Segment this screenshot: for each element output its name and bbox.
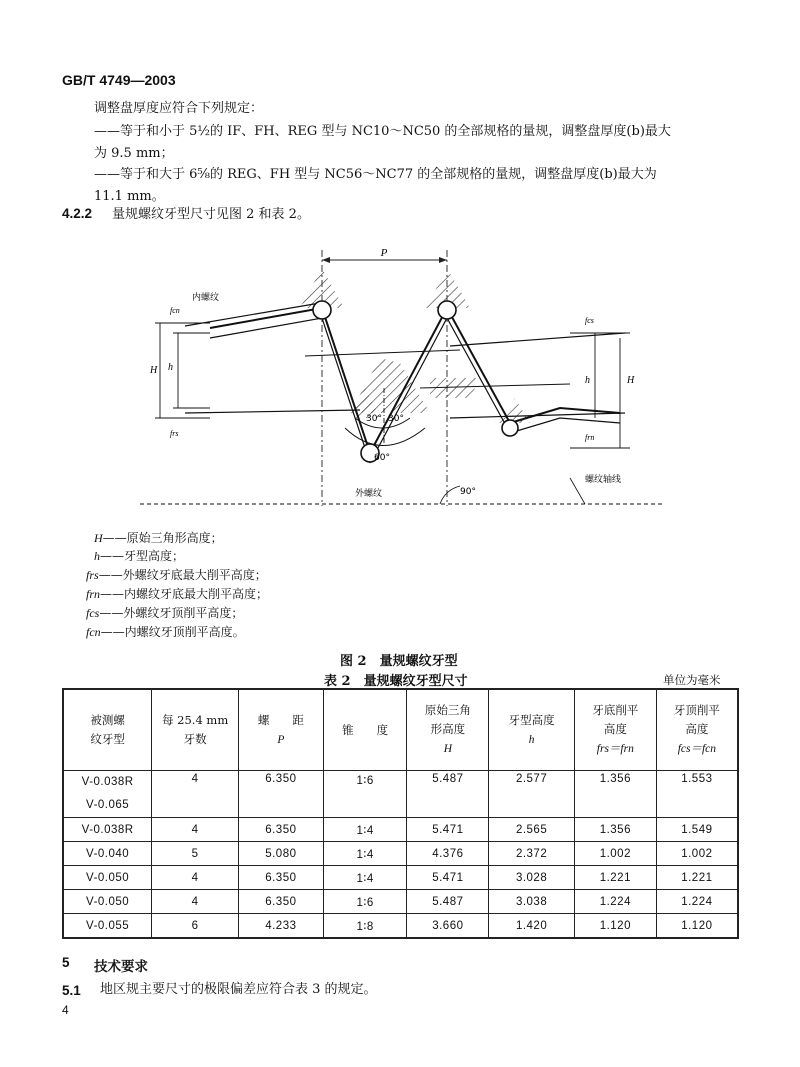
crest-round-2 bbox=[438, 301, 456, 319]
table-row bbox=[63, 818, 738, 842]
cell-fc: 1.120 bbox=[656, 914, 738, 939]
col-header-thread-type: 被测螺 纹牙型 bbox=[63, 689, 152, 771]
cell-fc: 1.549 bbox=[656, 818, 738, 842]
label-P: P bbox=[380, 247, 388, 259]
legend-H: H——原始三角形高度； bbox=[94, 531, 223, 545]
cell-taper: 1∶8 bbox=[323, 914, 407, 939]
section-5-1-text: 地区规主要尺寸的极限偏差应符合表 3 的规定。 bbox=[100, 982, 377, 997]
intro-item2-line2: 11.1 mm。 bbox=[94, 189, 165, 204]
angle-30-left: 30° bbox=[366, 414, 382, 424]
table-title: 表 2 量规螺纹牙型尺寸 bbox=[324, 674, 468, 689]
cell-tpi: 4 bbox=[152, 890, 239, 914]
cell-fr: 1.221 bbox=[574, 866, 656, 890]
label-H-right: H bbox=[627, 375, 635, 386]
legend-fcs: fcs——外螺纹牙顶削平高度； bbox=[86, 606, 244, 620]
cell-taper: 1∶6 bbox=[323, 890, 407, 914]
cell-pitch: 5.080 bbox=[238, 842, 323, 866]
cell-thread-type: V-0.038R bbox=[63, 818, 152, 842]
cell-h: 2.565 bbox=[489, 818, 575, 842]
crest-round-1 bbox=[313, 301, 331, 319]
label-frs: frs bbox=[170, 429, 179, 438]
cell-H: 5.471 bbox=[407, 818, 489, 842]
cell-thread-type: V-0.050 bbox=[63, 866, 152, 890]
intro-item2-line1: ——等于和大于 6⅝的 REG、FH 型与 NC56～NC77 的全部规格的量规，调整盘厚度(b)最大为 bbox=[94, 167, 657, 182]
legend-frn: frn——内螺纹牙底最大削平高度； bbox=[86, 587, 269, 601]
cell-thread-type: V-0.040 bbox=[63, 842, 152, 866]
angle-30-right: 30° bbox=[388, 414, 404, 424]
col-header-fc: 牙顶削平 高度 fcs＝fcn bbox=[656, 689, 738, 771]
cell-fr: 1.120 bbox=[574, 914, 656, 939]
col-header-H: 原始三角 形高度 H bbox=[407, 689, 489, 771]
table-row bbox=[63, 842, 738, 866]
standard-number: GB/T 4749—2003 bbox=[62, 72, 176, 88]
intro-item1-line1: ——等于和小于 5½的 IF、FH、REG 型与 NC10～NC50 的全部规格的量规，调整盘厚度(b)最大 bbox=[94, 124, 671, 139]
cell-h: 2.372 bbox=[489, 842, 575, 866]
cell-h: 1.420 bbox=[489, 914, 575, 939]
legend-h: h——牙型高度； bbox=[94, 549, 185, 563]
page-number: 4 bbox=[62, 1003, 69, 1017]
cell-tpi: 4 bbox=[152, 866, 239, 890]
cell-H: 3.660 bbox=[407, 914, 489, 939]
label-fcs: fcs bbox=[585, 316, 594, 325]
thread-profile-inner-left bbox=[210, 318, 370, 463]
legend-frs: frs——外螺纹牙底最大削平高度； bbox=[86, 568, 267, 582]
cell-thread-type: V-0.038R V-0.065 bbox=[63, 771, 152, 818]
label-internal-thread: 内螺纹 bbox=[192, 293, 220, 303]
cell-pitch: 6.350 bbox=[238, 771, 323, 818]
cell-fc: 1.553 bbox=[656, 771, 738, 818]
thread-profile-table bbox=[62, 688, 739, 939]
figure-caption: 图 2 量规螺纹牙型 bbox=[340, 654, 458, 669]
cell-h: 3.038 bbox=[489, 890, 575, 914]
cell-tpi: 6 bbox=[152, 914, 239, 939]
cell-pitch: 4.233 bbox=[238, 914, 323, 939]
cell-taper: 1∶4 bbox=[323, 818, 407, 842]
col-header-pitch: 螺 距 P bbox=[238, 689, 323, 771]
cell-fr: 1.224 bbox=[574, 890, 656, 914]
cell-pitch: 6.350 bbox=[238, 866, 323, 890]
cell-tpi: 5 bbox=[152, 842, 239, 866]
cell-fc: 1.221 bbox=[656, 866, 738, 890]
cell-H: 5.471 bbox=[407, 866, 489, 890]
cell-fc: 1.002 bbox=[656, 842, 738, 866]
table-row bbox=[63, 866, 738, 890]
cell-tpi: 4 bbox=[152, 771, 239, 818]
cell-thread-type: V-0.055 bbox=[63, 914, 152, 939]
cell-fr: 1.356 bbox=[574, 771, 656, 818]
label-fcn: fcn bbox=[170, 306, 180, 315]
col-header-fr: 牙底削平 高度 frs＝frn bbox=[574, 689, 656, 771]
section-4-2-2-text: 量规螺纹牙型尺寸见图 2 和表 2。 bbox=[112, 207, 310, 222]
section-5-1-number: 5.1 bbox=[62, 983, 81, 998]
table-row bbox=[63, 771, 738, 818]
angle-90: 90° bbox=[460, 487, 476, 497]
label-frn: frn bbox=[585, 433, 595, 442]
cell-H: 5.487 bbox=[407, 890, 489, 914]
section-5-title: 技术要求 bbox=[94, 959, 148, 974]
table-row bbox=[63, 914, 738, 939]
cell-H: 4.376 bbox=[407, 842, 489, 866]
col-header-tpi: 每 25.4 mm 牙数 bbox=[152, 689, 239, 771]
table-row bbox=[63, 890, 738, 914]
label-h-right: h bbox=[585, 375, 590, 386]
cell-H: 5.487 bbox=[407, 771, 489, 818]
cell-h: 2.577 bbox=[489, 771, 575, 818]
col-header-taper: 锥 度 bbox=[323, 689, 407, 771]
intro-item1-line2: 为 9.5 mm； bbox=[94, 146, 174, 161]
cell-taper: 1∶6 bbox=[323, 771, 407, 818]
legend-fcn: fcn——内螺纹牙顶削平高度。 bbox=[86, 625, 245, 639]
cell-thread-type: V-0.050 bbox=[63, 890, 152, 914]
intro-lead: 调整盘厚度应符合下列规定： bbox=[94, 101, 264, 116]
thread-profile-figure bbox=[130, 238, 670, 508]
cell-taper: 1∶4 bbox=[323, 866, 407, 890]
cell-h: 3.028 bbox=[489, 866, 575, 890]
cell-fr: 1.356 bbox=[574, 818, 656, 842]
cell-fc: 1.224 bbox=[656, 890, 738, 914]
label-h-left: h bbox=[168, 362, 173, 373]
section-4-2-2-number: 4.2.2 bbox=[62, 206, 93, 221]
cell-pitch: 6.350 bbox=[238, 818, 323, 842]
section-5-number: 5 bbox=[62, 955, 70, 970]
cell-fr: 1.002 bbox=[574, 842, 656, 866]
thread-profile-outline bbox=[210, 308, 620, 453]
label-external-thread: 外螺纹 bbox=[355, 489, 383, 499]
cell-taper: 1∶4 bbox=[323, 842, 407, 866]
col-header-h: 牙型高度 h bbox=[489, 689, 575, 771]
root-round-2 bbox=[502, 420, 518, 436]
cell-tpi: 4 bbox=[152, 818, 239, 842]
angle-60: 60° bbox=[374, 453, 390, 463]
label-H-left: H bbox=[150, 365, 158, 376]
cell-pitch: 6.350 bbox=[238, 890, 323, 914]
label-thread-axis: 螺纹轴线 bbox=[585, 475, 622, 485]
table-unit: 单位为毫米 bbox=[663, 673, 721, 687]
table-header-row bbox=[63, 689, 738, 771]
